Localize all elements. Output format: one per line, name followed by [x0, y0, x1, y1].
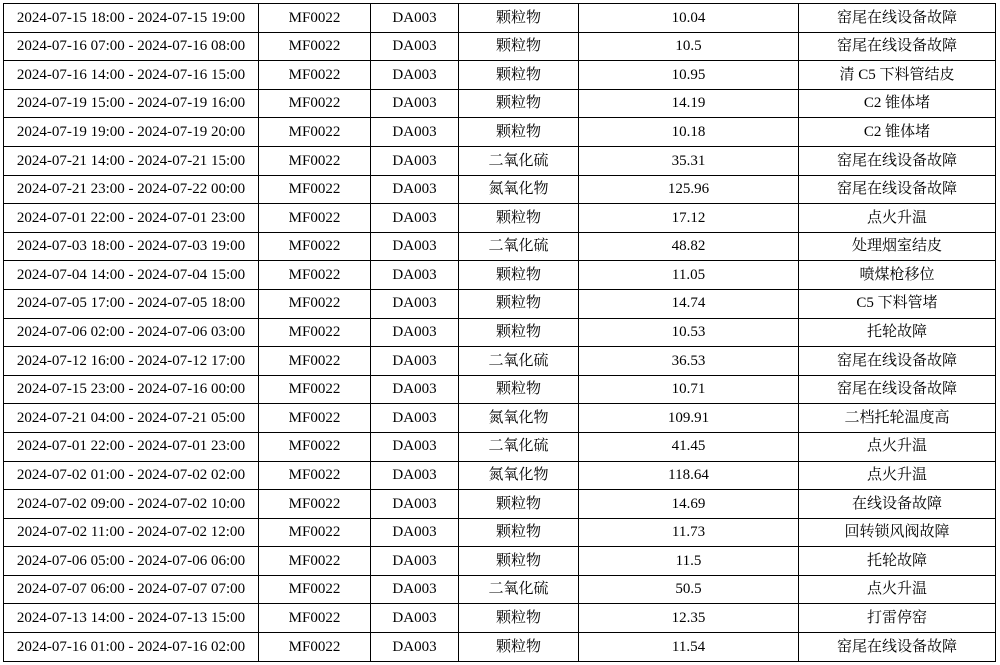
table-row — [4, 633, 996, 662]
outlet-code-cell: DA003 — [371, 347, 459, 376]
facility-code-cell: MF0022 — [259, 404, 371, 433]
reason-cell: 点火升温 — [799, 461, 996, 490]
facility-code-cell: MF0022 — [259, 347, 371, 376]
reason-cell: 托轮故障 — [799, 318, 996, 347]
value-cell: 11.5 — [579, 547, 799, 576]
outlet-code-cell: DA003 — [371, 318, 459, 347]
pollutant-cell: 颗粒物 — [459, 375, 579, 404]
value-cell: 41.45 — [579, 432, 799, 461]
facility-code-cell: MF0022 — [259, 375, 371, 404]
time-range-cell: 2024-07-04 14:00 - 2024-07-04 15:00 — [4, 261, 259, 290]
outlet-code-cell: DA003 — [371, 232, 459, 261]
facility-code-cell: MF0022 — [259, 261, 371, 290]
time-range-cell: 2024-07-02 09:00 - 2024-07-02 10:00 — [4, 490, 259, 519]
reason-cell: 窑尾在线设备故障 — [799, 146, 996, 175]
table-row — [4, 118, 996, 147]
reason-cell: C5 下料管堵 — [799, 289, 996, 318]
pollutant-cell: 二氧化硫 — [459, 432, 579, 461]
table-row — [4, 547, 996, 576]
table-body — [4, 4, 996, 662]
time-range-cell: 2024-07-01 22:00 - 2024-07-01 23:00 — [4, 432, 259, 461]
reason-cell: 点火升温 — [799, 575, 996, 604]
pollutant-cell: 颗粒物 — [459, 118, 579, 147]
reason-cell: 托轮故障 — [799, 547, 996, 576]
outlet-code-cell: DA003 — [371, 547, 459, 576]
outlet-code-cell: DA003 — [371, 118, 459, 147]
facility-code-cell: MF0022 — [259, 89, 371, 118]
table-row — [4, 404, 996, 433]
reason-cell: 窑尾在线设备故障 — [799, 375, 996, 404]
outlet-code-cell: DA003 — [371, 175, 459, 204]
outlet-code-cell: DA003 — [371, 518, 459, 547]
reason-cell: 喷煤枪移位 — [799, 261, 996, 290]
facility-code-cell: MF0022 — [259, 118, 371, 147]
table-row — [4, 204, 996, 233]
pollutant-cell: 颗粒物 — [459, 547, 579, 576]
pollutant-cell: 氮氧化物 — [459, 175, 579, 204]
pollutant-cell: 二氧化硫 — [459, 232, 579, 261]
table-row — [4, 490, 996, 519]
time-range-cell: 2024-07-19 15:00 - 2024-07-19 16:00 — [4, 89, 259, 118]
pollutant-cell: 二氧化硫 — [459, 347, 579, 376]
facility-code-cell: MF0022 — [259, 32, 371, 61]
value-cell: 109.91 — [579, 404, 799, 433]
time-range-cell: 2024-07-06 02:00 - 2024-07-06 03:00 — [4, 318, 259, 347]
outlet-code-cell: DA003 — [371, 461, 459, 490]
table-row — [4, 318, 996, 347]
pollutant-cell: 颗粒物 — [459, 4, 579, 33]
time-range-cell: 2024-07-19 19:00 - 2024-07-19 20:00 — [4, 118, 259, 147]
reason-cell: 窑尾在线设备故障 — [799, 633, 996, 662]
pollutant-cell: 氮氧化物 — [459, 404, 579, 433]
time-range-cell: 2024-07-16 07:00 - 2024-07-16 08:00 — [4, 32, 259, 61]
table-row — [4, 232, 996, 261]
pollutant-cell: 颗粒物 — [459, 604, 579, 633]
table-row — [4, 175, 996, 204]
facility-code-cell: MF0022 — [259, 432, 371, 461]
facility-code-cell: MF0022 — [259, 490, 371, 519]
time-range-cell: 2024-07-07 06:00 - 2024-07-07 07:00 — [4, 575, 259, 604]
reason-cell: 窑尾在线设备故障 — [799, 347, 996, 376]
outlet-code-cell: DA003 — [371, 32, 459, 61]
facility-code-cell: MF0022 — [259, 633, 371, 662]
time-range-cell: 2024-07-16 01:00 - 2024-07-16 02:00 — [4, 633, 259, 662]
pollutant-cell: 二氧化硫 — [459, 146, 579, 175]
table-row — [4, 375, 996, 404]
facility-code-cell: MF0022 — [259, 318, 371, 347]
table-row — [4, 461, 996, 490]
pollutant-cell: 颗粒物 — [459, 289, 579, 318]
outlet-code-cell: DA003 — [371, 375, 459, 404]
value-cell: 10.5 — [579, 32, 799, 61]
pollutant-cell: 颗粒物 — [459, 318, 579, 347]
value-cell: 125.96 — [579, 175, 799, 204]
outlet-code-cell: DA003 — [371, 204, 459, 233]
reason-cell: 窑尾在线设备故障 — [799, 4, 996, 33]
value-cell: 14.19 — [579, 89, 799, 118]
reason-cell: C2 锥体堵 — [799, 89, 996, 118]
reason-cell: 窑尾在线设备故障 — [799, 175, 996, 204]
pollutant-cell: 颗粒物 — [459, 32, 579, 61]
reason-cell: 回转锁风阀故障 — [799, 518, 996, 547]
value-cell: 12.35 — [579, 604, 799, 633]
reason-cell: C2 锥体堵 — [799, 118, 996, 147]
value-cell: 17.12 — [579, 204, 799, 233]
value-cell: 10.18 — [579, 118, 799, 147]
time-range-cell: 2024-07-02 01:00 - 2024-07-02 02:00 — [4, 461, 259, 490]
facility-code-cell: MF0022 — [259, 461, 371, 490]
value-cell: 11.73 — [579, 518, 799, 547]
reason-cell: 打雷停窑 — [799, 604, 996, 633]
table-row — [4, 575, 996, 604]
value-cell: 35.31 — [579, 146, 799, 175]
facility-code-cell: MF0022 — [259, 146, 371, 175]
value-cell: 10.95 — [579, 61, 799, 90]
reason-cell: 点火升温 — [799, 432, 996, 461]
pollutant-cell: 颗粒物 — [459, 89, 579, 118]
time-range-cell: 2024-07-21 23:00 - 2024-07-22 00:00 — [4, 175, 259, 204]
table-row — [4, 146, 996, 175]
time-range-cell: 2024-07-16 14:00 - 2024-07-16 15:00 — [4, 61, 259, 90]
pollutant-cell: 氮氧化物 — [459, 461, 579, 490]
reason-cell: 清 C5 下料管结皮 — [799, 61, 996, 90]
value-cell: 48.82 — [579, 232, 799, 261]
facility-code-cell: MF0022 — [259, 289, 371, 318]
table-row — [4, 432, 996, 461]
pollutant-cell: 颗粒物 — [459, 633, 579, 662]
pollutant-cell: 颗粒物 — [459, 490, 579, 519]
pollutant-cell: 二氧化硫 — [459, 575, 579, 604]
reason-cell: 窑尾在线设备故障 — [799, 32, 996, 61]
table-row — [4, 89, 996, 118]
time-range-cell: 2024-07-01 22:00 - 2024-07-01 23:00 — [4, 204, 259, 233]
time-range-cell: 2024-07-13 14:00 - 2024-07-13 15:00 — [4, 604, 259, 633]
value-cell: 11.05 — [579, 261, 799, 290]
table-row — [4, 347, 996, 376]
pollutant-cell: 颗粒物 — [459, 518, 579, 547]
outlet-code-cell: DA003 — [371, 261, 459, 290]
value-cell: 36.53 — [579, 347, 799, 376]
reason-cell: 二档托轮温度高 — [799, 404, 996, 433]
time-range-cell: 2024-07-02 11:00 - 2024-07-02 12:00 — [4, 518, 259, 547]
outlet-code-cell: DA003 — [371, 89, 459, 118]
pollutant-cell: 颗粒物 — [459, 261, 579, 290]
table-row — [4, 4, 996, 33]
facility-code-cell: MF0022 — [259, 204, 371, 233]
pollutant-cell: 颗粒物 — [459, 204, 579, 233]
time-range-cell: 2024-07-21 14:00 - 2024-07-21 15:00 — [4, 146, 259, 175]
table-row — [4, 32, 996, 61]
facility-code-cell: MF0022 — [259, 547, 371, 576]
value-cell: 14.69 — [579, 490, 799, 519]
table-row — [4, 261, 996, 290]
outlet-code-cell: DA003 — [371, 575, 459, 604]
outlet-code-cell: DA003 — [371, 404, 459, 433]
time-range-cell: 2024-07-15 18:00 - 2024-07-15 19:00 — [4, 4, 259, 33]
time-range-cell: 2024-07-06 05:00 - 2024-07-06 06:00 — [4, 547, 259, 576]
outlet-code-cell: DA003 — [371, 146, 459, 175]
reason-cell: 点火升温 — [799, 204, 996, 233]
pollutant-cell: 颗粒物 — [459, 61, 579, 90]
reason-cell: 在线设备故障 — [799, 490, 996, 519]
table-row — [4, 518, 996, 547]
emission-alarm-table — [3, 3, 996, 662]
value-cell: 10.71 — [579, 375, 799, 404]
outlet-code-cell: DA003 — [371, 604, 459, 633]
reason-cell: 处理烟室结皮 — [799, 232, 996, 261]
table-row — [4, 61, 996, 90]
outlet-code-cell: DA003 — [371, 4, 459, 33]
facility-code-cell: MF0022 — [259, 61, 371, 90]
value-cell: 10.04 — [579, 4, 799, 33]
value-cell: 118.64 — [579, 461, 799, 490]
time-range-cell: 2024-07-05 17:00 - 2024-07-05 18:00 — [4, 289, 259, 318]
value-cell: 14.74 — [579, 289, 799, 318]
time-range-cell: 2024-07-03 18:00 - 2024-07-03 19:00 — [4, 232, 259, 261]
time-range-cell: 2024-07-21 04:00 - 2024-07-21 05:00 — [4, 404, 259, 433]
facility-code-cell: MF0022 — [259, 232, 371, 261]
facility-code-cell: MF0022 — [259, 575, 371, 604]
outlet-code-cell: DA003 — [371, 289, 459, 318]
table-row — [4, 604, 996, 633]
outlet-code-cell: DA003 — [371, 490, 459, 519]
outlet-code-cell: DA003 — [371, 61, 459, 90]
facility-code-cell: MF0022 — [259, 4, 371, 33]
time-range-cell: 2024-07-15 23:00 - 2024-07-16 00:00 — [4, 375, 259, 404]
value-cell: 10.53 — [579, 318, 799, 347]
facility-code-cell: MF0022 — [259, 175, 371, 204]
value-cell: 11.54 — [579, 633, 799, 662]
outlet-code-cell: DA003 — [371, 633, 459, 662]
facility-code-cell: MF0022 — [259, 518, 371, 547]
facility-code-cell: MF0022 — [259, 604, 371, 633]
value-cell: 50.5 — [579, 575, 799, 604]
table-row — [4, 289, 996, 318]
outlet-code-cell: DA003 — [371, 432, 459, 461]
time-range-cell: 2024-07-12 16:00 - 2024-07-12 17:00 — [4, 347, 259, 376]
